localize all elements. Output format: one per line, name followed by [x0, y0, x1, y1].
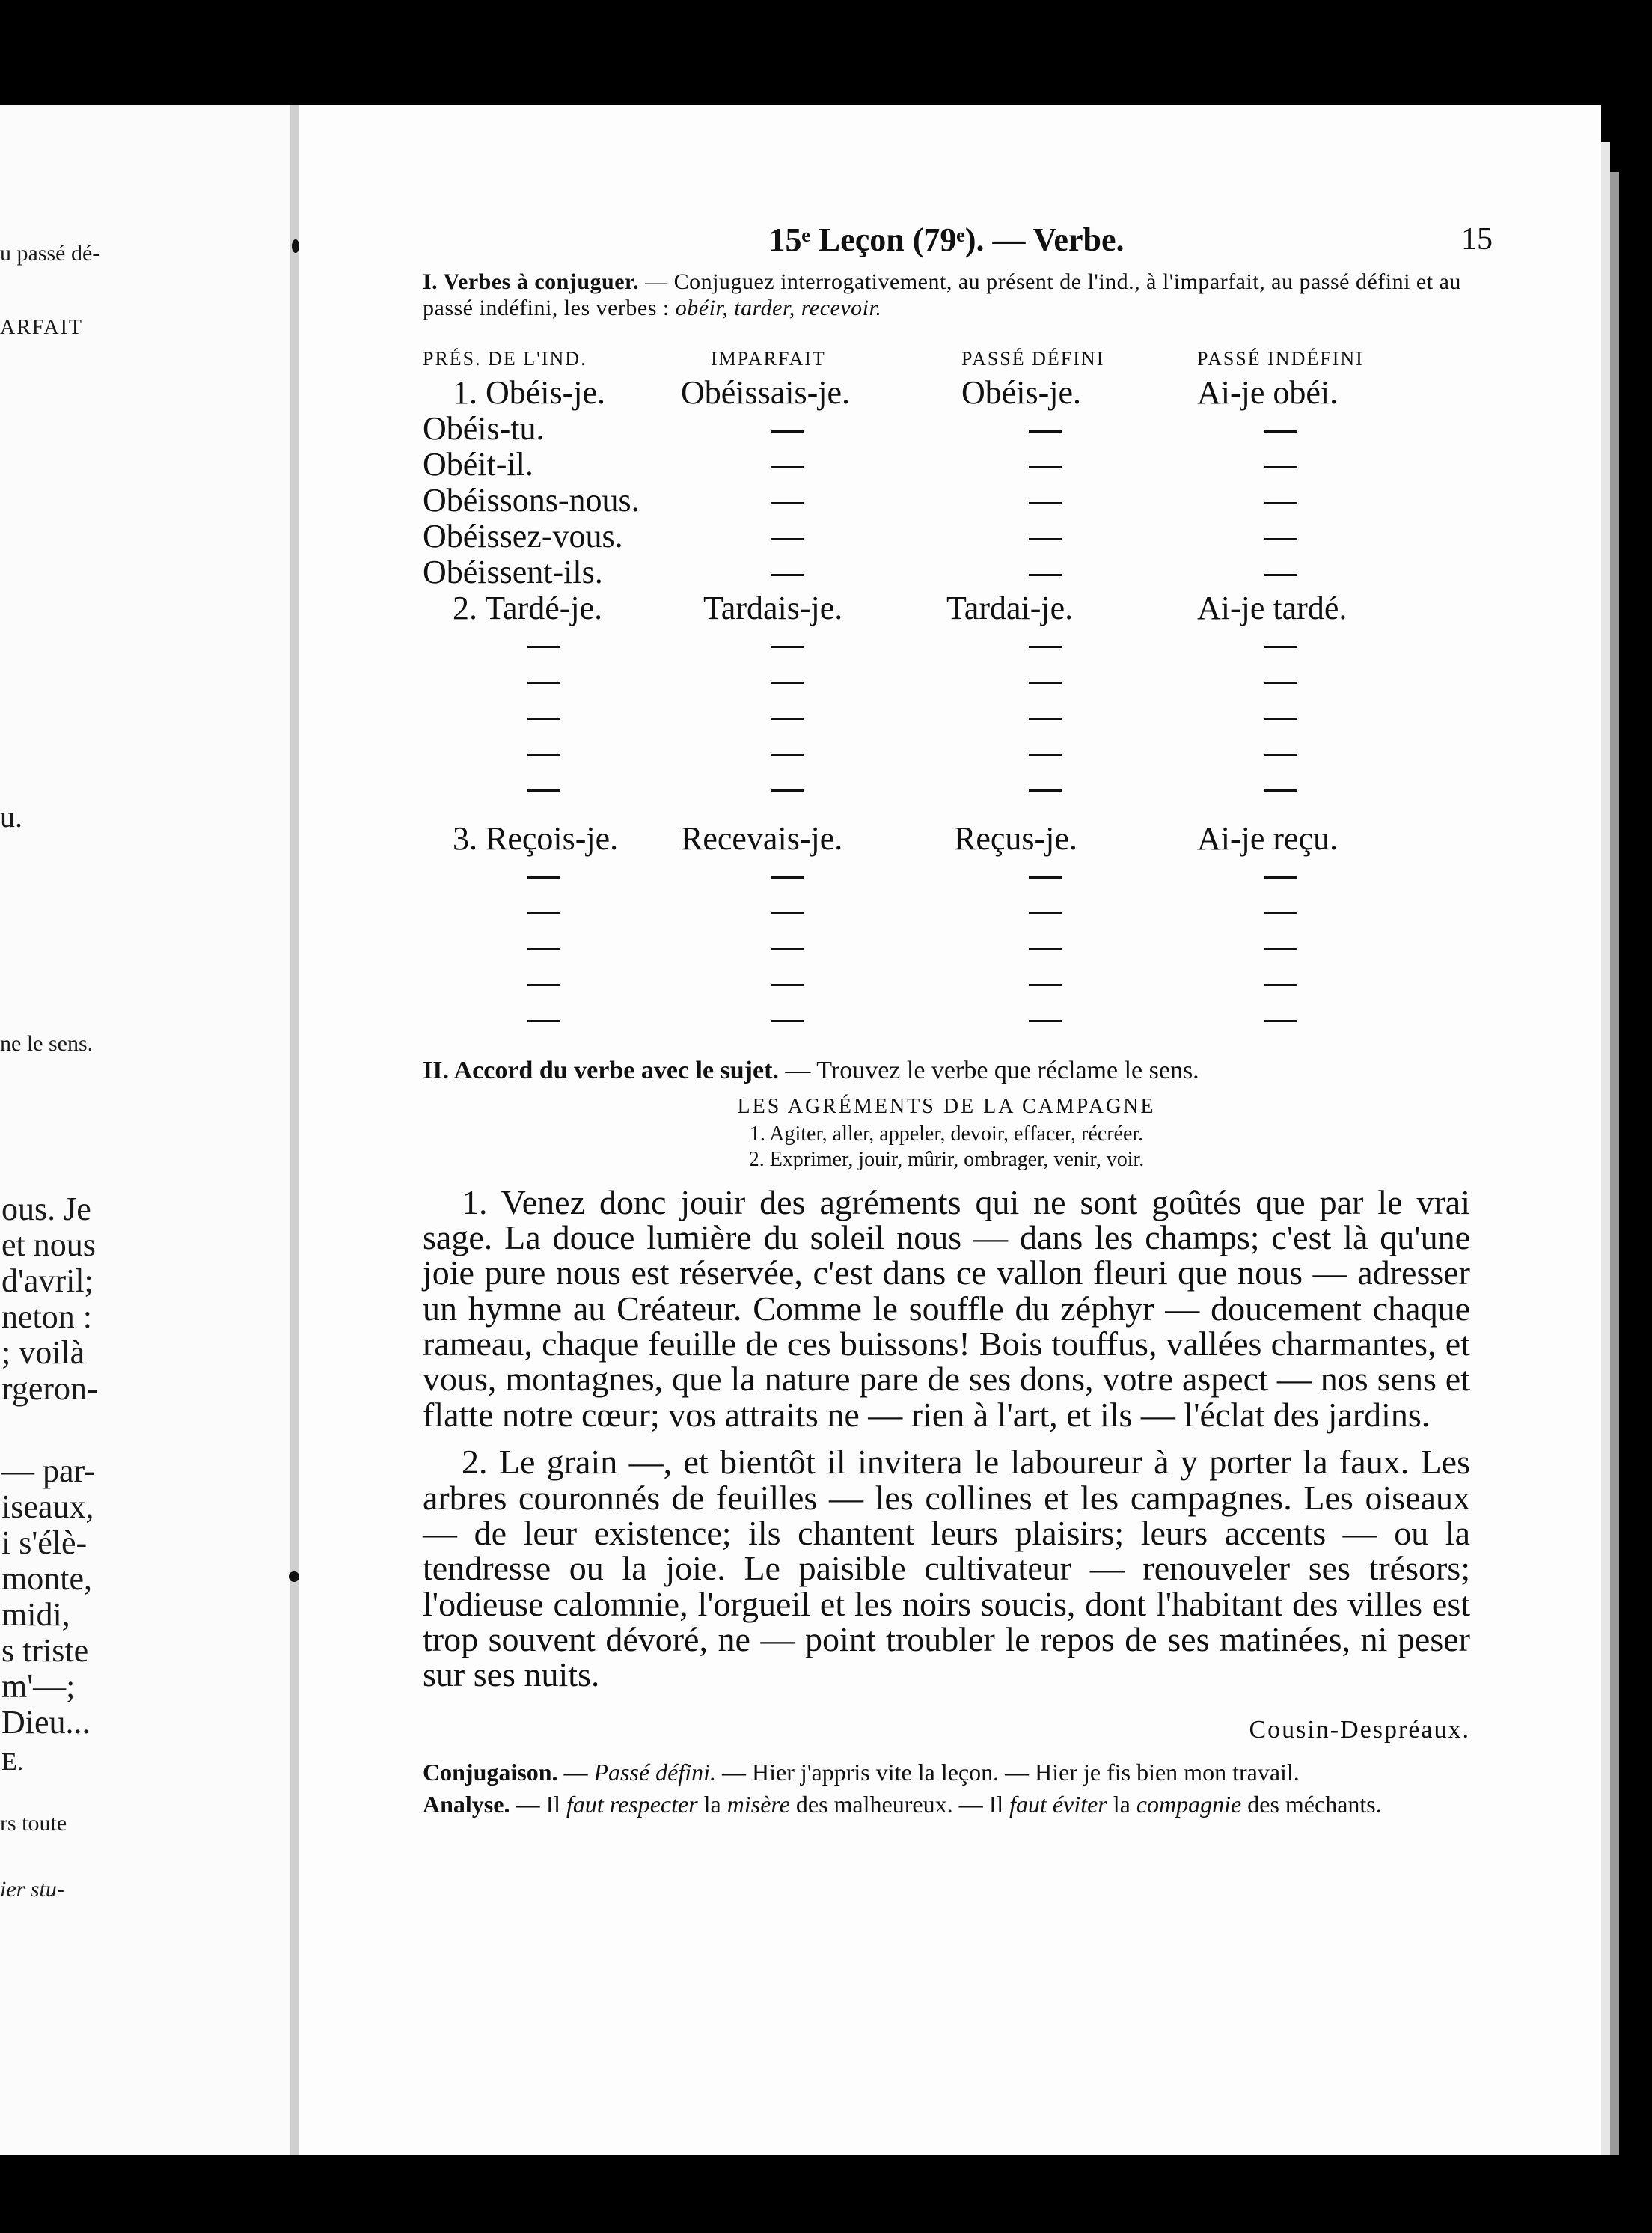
left-fragment: i s'élè- — [1, 1524, 88, 1561]
blank-dash — [1264, 876, 1297, 879]
conjugaison-text: — Hier j'appris vite la leçon. — Hier je fis bien mon travail. — [716, 1758, 1300, 1786]
dash-cell — [1190, 555, 1440, 590]
blank-dash — [1264, 1020, 1297, 1022]
left-fragment: ne le sens. — [0, 1031, 94, 1056]
blank-dash — [771, 574, 804, 576]
exercise-1-instructions — [423, 269, 1470, 322]
passe-defini-form: Reçus-je. — [954, 819, 1077, 857]
page-shadow — [1610, 172, 1619, 2155]
verb-list-2: 2. Exprimer, jouir, mûrir, ombrager, venir, voir. — [748, 1147, 1145, 1171]
left-fragment: Dieu... — [1, 1704, 91, 1741]
table-row — [423, 734, 1440, 770]
blank-dash — [1264, 538, 1297, 540]
dash-cell — [681, 447, 939, 483]
dash-cell — [681, 555, 939, 590]
book-gutter — [290, 105, 299, 2155]
analyse-text: — Il — [510, 1790, 566, 1818]
table-row — [423, 1001, 1440, 1036]
table-row — [423, 698, 1440, 734]
column-header: IMPARFAIT — [711, 347, 826, 370]
blank-dash — [527, 912, 560, 914]
blank-dash — [771, 718, 804, 720]
dash-cell — [939, 734, 1190, 770]
left-fragment: — par- — [1, 1452, 95, 1489]
blank-dash — [1264, 574, 1297, 576]
left-fragment: ier stu- — [0, 1877, 64, 1901]
dash-cell — [681, 965, 939, 1001]
dash-cell — [681, 519, 939, 555]
dash-cell — [939, 857, 1190, 893]
dash-cell — [939, 447, 1190, 483]
dash-cell — [1190, 447, 1440, 483]
page-content — [423, 221, 1493, 1818]
blank-dash — [1264, 912, 1297, 914]
blank-dash — [1264, 466, 1297, 468]
blank-dash — [527, 789, 560, 792]
exercise-1-verbs: obéir, tarder, recevoir. — [675, 296, 882, 321]
blank-dash — [1029, 984, 1062, 986]
table-row — [423, 662, 1440, 698]
analyse-phrase: faut respecter — [566, 1790, 698, 1818]
blank-dash — [1264, 502, 1297, 504]
left-fragment: u passé dé- — [0, 241, 100, 266]
dash-cell — [939, 519, 1190, 555]
blank-dash — [1029, 754, 1062, 756]
dash-cell — [1190, 965, 1440, 1001]
blank-dash — [1029, 1020, 1062, 1022]
left-fragment: ; voilà — [1, 1334, 85, 1371]
blank-dash — [1264, 646, 1297, 648]
table-row — [423, 590, 1440, 626]
dash-cell — [681, 770, 939, 806]
dash-cell — [681, 929, 939, 965]
exercise-2-instructions — [423, 1056, 1470, 1087]
analyse-text: des malheureux. — Il — [789, 1790, 1010, 1818]
dash-cell — [1190, 1001, 1440, 1036]
blank-dash — [1029, 718, 1062, 720]
paragraph-1: 1. Venez donc jouir des agréments qui ne sont goûtés que par le vrai sage. La douce lumière du soleil nous — dans les champs; c'est là qu'une joie pure nous est réservée, c'est dans ce vallon fleuri que nous — adresser un hymne au Créateur. Comme le souffle du zéphyr — doucement chaque rameau, chaque feuille de ces buissons! Bois touffus, vallées charmantes, et vous, montagnes, que la nature pare de ses dons, votre aspect — nos sens et flatte notre cœur; vos attraits ne — rien à l'art, et ils — l'éclat des jardins. — [423, 1182, 1470, 1434]
table-row — [423, 893, 1440, 929]
blank-dash — [1264, 718, 1297, 720]
left-page-fragment — [0, 105, 290, 2155]
column-header: PRÉS. DE L'IND. — [423, 347, 587, 370]
dash-cell — [423, 734, 681, 770]
dash-cell — [681, 1001, 939, 1036]
left-fragment: rgeron- — [1, 1370, 98, 1407]
analyse-phrase: compagnie — [1136, 1790, 1242, 1818]
table-row — [423, 411, 1440, 447]
page-number: 15 — [1461, 222, 1493, 257]
dash-cell — [1190, 662, 1440, 698]
dash-cell — [423, 929, 681, 965]
table-header-row — [423, 347, 1440, 375]
imparfait-form: Obéissais-je. — [681, 373, 851, 411]
imparfait-form: Recevais-je. — [681, 819, 843, 857]
blank-dash — [771, 646, 804, 648]
blank-dash — [771, 538, 804, 540]
dash-cell — [423, 1001, 681, 1036]
verb-list-1: 1. Agiter, aller, appeler, devoir, effacer, récréer. — [749, 1122, 1144, 1146]
present-form: Obéissent-ils. — [423, 553, 603, 590]
ink-mark — [292, 239, 299, 253]
blank-dash — [1029, 646, 1062, 648]
exercise-1-label: I. Verbes à conjuguer. — [423, 269, 640, 294]
dash-cell — [681, 734, 939, 770]
passe-indefini-form: Ai-je obéi. — [1197, 373, 1339, 411]
column-header: PASSÉ INDÉFINI — [1197, 347, 1364, 370]
left-fragment: neton : — [1, 1298, 92, 1335]
dash-cell — [681, 411, 939, 447]
blank-dash — [771, 754, 804, 756]
table-row — [423, 770, 1440, 806]
exercise-2-text: — Trouvez le verbe que réclame le sens. — [778, 1056, 1199, 1084]
dash-cell — [681, 698, 939, 734]
analyse-text: des méchants. — [1241, 1790, 1382, 1818]
blank-dash — [1029, 912, 1062, 914]
table-row — [423, 519, 1440, 555]
left-fragment: u. — [0, 800, 22, 834]
dash-cell — [939, 965, 1190, 1001]
book-page — [299, 105, 1601, 2155]
blank-dash — [1029, 430, 1062, 433]
dash-cell — [1190, 857, 1440, 893]
blank-dash — [1029, 538, 1062, 540]
blank-dash — [771, 789, 804, 792]
dash-cell — [1190, 929, 1440, 965]
dash-cell — [1190, 734, 1440, 770]
dash-cell — [681, 662, 939, 698]
dash-cell — [1190, 626, 1440, 662]
blank-dash — [771, 912, 804, 914]
dash-cell — [423, 626, 681, 662]
column-header: PASSÉ DÉFINI — [961, 347, 1105, 370]
present-form: Obéissez-vous. — [423, 517, 623, 555]
imparfait-form: Tardais-je. — [703, 589, 843, 626]
left-fragment: E. — [1, 1748, 24, 1776]
blank-dash — [771, 984, 804, 986]
table-row — [423, 483, 1440, 519]
passe-indefini-form: Ai-je reçu. — [1197, 819, 1339, 857]
dash-cell — [939, 1001, 1190, 1036]
lesson-title: 15ᵉ Leçon (79ᵉ). — Verbe. — [768, 222, 1125, 258]
dash-cell — [423, 698, 681, 734]
analyse-text: la — [1107, 1790, 1136, 1818]
present-form: Obéit-il. — [423, 445, 533, 483]
analyse-phrase: faut éviter — [1009, 1790, 1107, 1818]
blank-dash — [527, 682, 560, 684]
table-row — [423, 375, 1440, 411]
dash-cell — [939, 555, 1190, 590]
dash-cell — [1190, 893, 1440, 929]
left-fragment: monte, — [1, 1560, 92, 1597]
blank-dash — [1029, 876, 1062, 879]
left-fragment: et nous — [1, 1227, 96, 1263]
dash-cell — [939, 770, 1190, 806]
analyse-text: la — [697, 1790, 727, 1818]
left-fragment: rs toute — [0, 1811, 67, 1836]
dash-cell — [681, 483, 939, 519]
conjugaison-tense: Passé défini. — [593, 1758, 717, 1786]
blank-dash — [771, 502, 804, 504]
passe-defini-form: Obéis-je. — [961, 373, 1082, 411]
exercise-2-label: II. Accord du verbe avec le sujet. — [423, 1056, 779, 1084]
left-fragment: m'—; — [1, 1668, 76, 1705]
conjugaison-label: Conjugaison. — [423, 1758, 558, 1786]
dash-cell — [423, 770, 681, 806]
dash-cell — [939, 662, 1190, 698]
blank-dash — [1029, 574, 1062, 576]
dash-cell — [939, 411, 1190, 447]
present-form: 3. Reçois-je. — [453, 819, 619, 857]
dash-cell — [939, 626, 1190, 662]
table-row — [423, 965, 1440, 1001]
dash-cell — [939, 698, 1190, 734]
conjugation-table — [423, 347, 1440, 1036]
blank-dash — [527, 876, 560, 879]
blank-dash — [527, 984, 560, 986]
dash-cell — [423, 857, 681, 893]
left-fragment: midi, — [1, 1596, 70, 1633]
blank-dash — [1264, 984, 1297, 986]
blank-dash — [1264, 682, 1297, 684]
dash-cell — [423, 893, 681, 929]
dash-cell — [681, 893, 939, 929]
analyse-phrase: misère — [726, 1790, 790, 1818]
ink-mark — [289, 1571, 299, 1582]
page-header — [423, 221, 1493, 264]
blank-dash — [1264, 789, 1297, 792]
blank-dash — [1029, 789, 1062, 792]
blank-dash — [1264, 754, 1297, 756]
paragraph-2: 2. Le grain —, et bientôt il invitera le laboureur à y porter la faux. Les arbres couronnés de feuilles — les collines et les campagnes. Les oiseaux — de leur existence; ils chantent leurs plaisirs; leurs accents — ou la tendresse ou la joie. Le paisible cultivateur — renouveler ses trésors; l'odieuse calomnie, l'orgueil et les noirs soucis, dont l'habitant des villes est trop souvent dévoré, ne — point troubler le repos de ses matinées, ni peser sur ses nuits. — [423, 1443, 1470, 1694]
table-row — [423, 929, 1440, 965]
story-title: LES AGRÉMENTS DE LA CAMPAGNE — [737, 1094, 1156, 1118]
dash-cell — [1190, 411, 1440, 447]
present-form: Obéissons-nous. — [423, 481, 640, 519]
present-form: Obéis-tu. — [423, 409, 545, 447]
blank-dash — [1029, 682, 1062, 684]
blank-dash — [771, 1020, 804, 1022]
blank-dash — [1029, 948, 1062, 950]
dash-cell — [681, 626, 939, 662]
blank-dash — [527, 1020, 560, 1022]
table-row — [423, 555, 1440, 590]
table-row — [423, 626, 1440, 662]
blank-dash — [771, 466, 804, 468]
exercise-1-text: — Conjuguez interrogativement, au présent de l'ind., à l'imparfait, au passé défini et au passé indéfini, les verbes : — [423, 269, 1461, 321]
left-fragment: ous. Je — [1, 1191, 91, 1227]
table-row — [423, 857, 1440, 893]
dash-cell — [1190, 519, 1440, 555]
blank-dash — [771, 948, 804, 950]
table-row — [423, 806, 1440, 857]
analyse-note — [423, 1791, 1470, 1818]
blank-dash — [1264, 430, 1297, 433]
present-form: 1. Obéis-je. — [453, 373, 606, 411]
dash-cell — [1190, 483, 1440, 519]
passe-defini-form: Tardai-je. — [946, 589, 1074, 626]
blank-dash — [527, 948, 560, 950]
blank-dash — [1029, 466, 1062, 468]
left-fragment: iseaux, — [1, 1488, 94, 1525]
dash-cell — [939, 893, 1190, 929]
dash-cell — [1190, 698, 1440, 734]
left-fragment: d'avril; — [1, 1262, 94, 1299]
dash-cell — [423, 965, 681, 1001]
author-name: Cousin-Despréaux. — [1249, 1715, 1470, 1744]
passe-indefini-form: Ai-je tardé. — [1197, 589, 1347, 626]
conjugaison-note: Conjugaison. — Passé défini. — Hier j'appris vite la leçon. — Hier je fis bien mon travail. — [423, 1758, 1300, 1786]
left-fragment: ARFAIT — [0, 316, 84, 339]
dash-cell — [681, 857, 939, 893]
dash-cell — [423, 662, 681, 698]
blank-dash — [771, 430, 804, 433]
blank-dash — [1264, 948, 1297, 950]
left-fragment: s triste — [1, 1632, 89, 1669]
dash-cell — [939, 929, 1190, 965]
analyse-label: Analyse. — [423, 1790, 510, 1818]
present-form: 2. Tardé-je. — [453, 589, 603, 626]
blank-dash — [1029, 502, 1062, 504]
table-row — [423, 447, 1440, 483]
blank-dash — [527, 646, 560, 648]
page-edge — [1601, 142, 1610, 2155]
blank-dash — [527, 718, 560, 720]
blank-dash — [771, 876, 804, 879]
dash-cell — [1190, 770, 1440, 806]
blank-dash — [771, 682, 804, 684]
blank-dash — [527, 754, 560, 756]
dash-cell — [939, 483, 1190, 519]
